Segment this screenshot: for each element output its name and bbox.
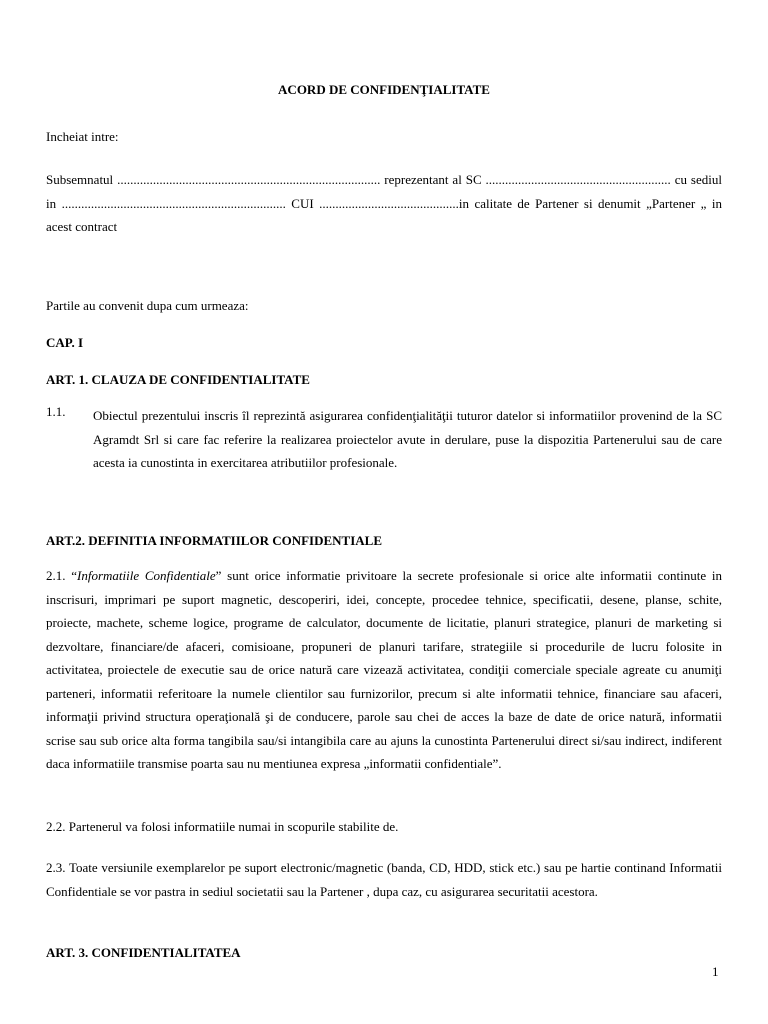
art2-heading: ART.2. DEFINITIA INFORMATIILOR CONFIDENTIALE — [46, 533, 383, 548]
chapter-heading: CAP. I — [46, 335, 84, 350]
page-number: 1 — [712, 964, 719, 979]
parties-paragraph: Subsemnatul ................................................................................. reprezentant al SC ......................................................... cu sediul in ..................................................................... CUI ...........................................in calitate de Partener si denumit „Partener „ in acest contract — [46, 172, 722, 234]
art3-heading: ART. 3. CONFIDENTIALITATEA — [46, 945, 241, 960]
art2-p1-close: ” — [215, 568, 222, 583]
art2-p1-text: sunt orice informatie privitoare la secrete profesionale si orice alte informatii continute in inscrisuri, imprimari pe suport magnetic, descoperiri, idei, concepte, procedee tehnice, specificatii, desene, planse, schite, proiecte, machete, scheme logice, programe de calculator, documente de licitatie, planuri strategice, planuri de marketing si dezvoltare, financiare/de afaceri, comisioane, propuneri de planuri tarifare, strategiile si procedurile de lucru folosite in activitatea, proiectele de executie sau de orice natură care vizează activitatea, condiţii comerciale speciale agreate cu anumiţi parteneri, informatii referitoare la numele clientilor sau furnizorilor, precum si alte informatii tehnice, financiare sau afaceri, informaţii privind structura operaţională şi de conducere, parole sau chei de acces la baze de date de orice natură, informatii scrise sau sub orice alta forma tangibila sau/si intangibila care au ajuns la cunostinta Partenerului direct si/sau indirect, indiferent daca informatiile transmise poarta sau nu mentiunea expresa „informatii confidentiale”. — [46, 568, 722, 771]
art1-heading: ART. 1. CLAUZA DE CONFIDENTIALITATE — [46, 372, 310, 387]
art1-p1-text: Obiectul prezentului inscris îl reprezintă asigurarea confidenţialităţii tuturor datelor si informatiilor provenind de la SC Agramdt Srl si care fac referire la realizarea proiectelor avute in derulare, puse la dispozitia Partenerului sau de care acesta ia cunostinta in exercitarea atributiilor profesionale. — [93, 408, 722, 470]
art1-p1-number: 1.1. — [46, 404, 66, 419]
art2-p1-term: Informatiile Confidentiale — [77, 568, 216, 583]
art2-p1-lead: 2.1. “ — [46, 568, 78, 583]
intro-line: Incheiat intre: — [46, 129, 119, 144]
agreed-line: Partile au convenit dupa cum urmeaza: — [46, 298, 249, 313]
art2-p2: 2.2. Partenerul va folosi informatiile numai in scopurile stabilite de. — [46, 819, 399, 834]
art2-p3: 2.3. Toate versiunile exemplarelor pe suport electronic/magnetic (banda, CD, HDD, stick etc.) sau pe hartie continand Informatii Confidentiale se vor pastra in sediul societatii sau la Partener , dupa caz, cu asigurarea securitatii acestora. — [46, 860, 722, 899]
document-title: ACORD DE CONFIDENŢIALITATE — [278, 82, 490, 97]
art2-p1 — [46, 564, 722, 776]
